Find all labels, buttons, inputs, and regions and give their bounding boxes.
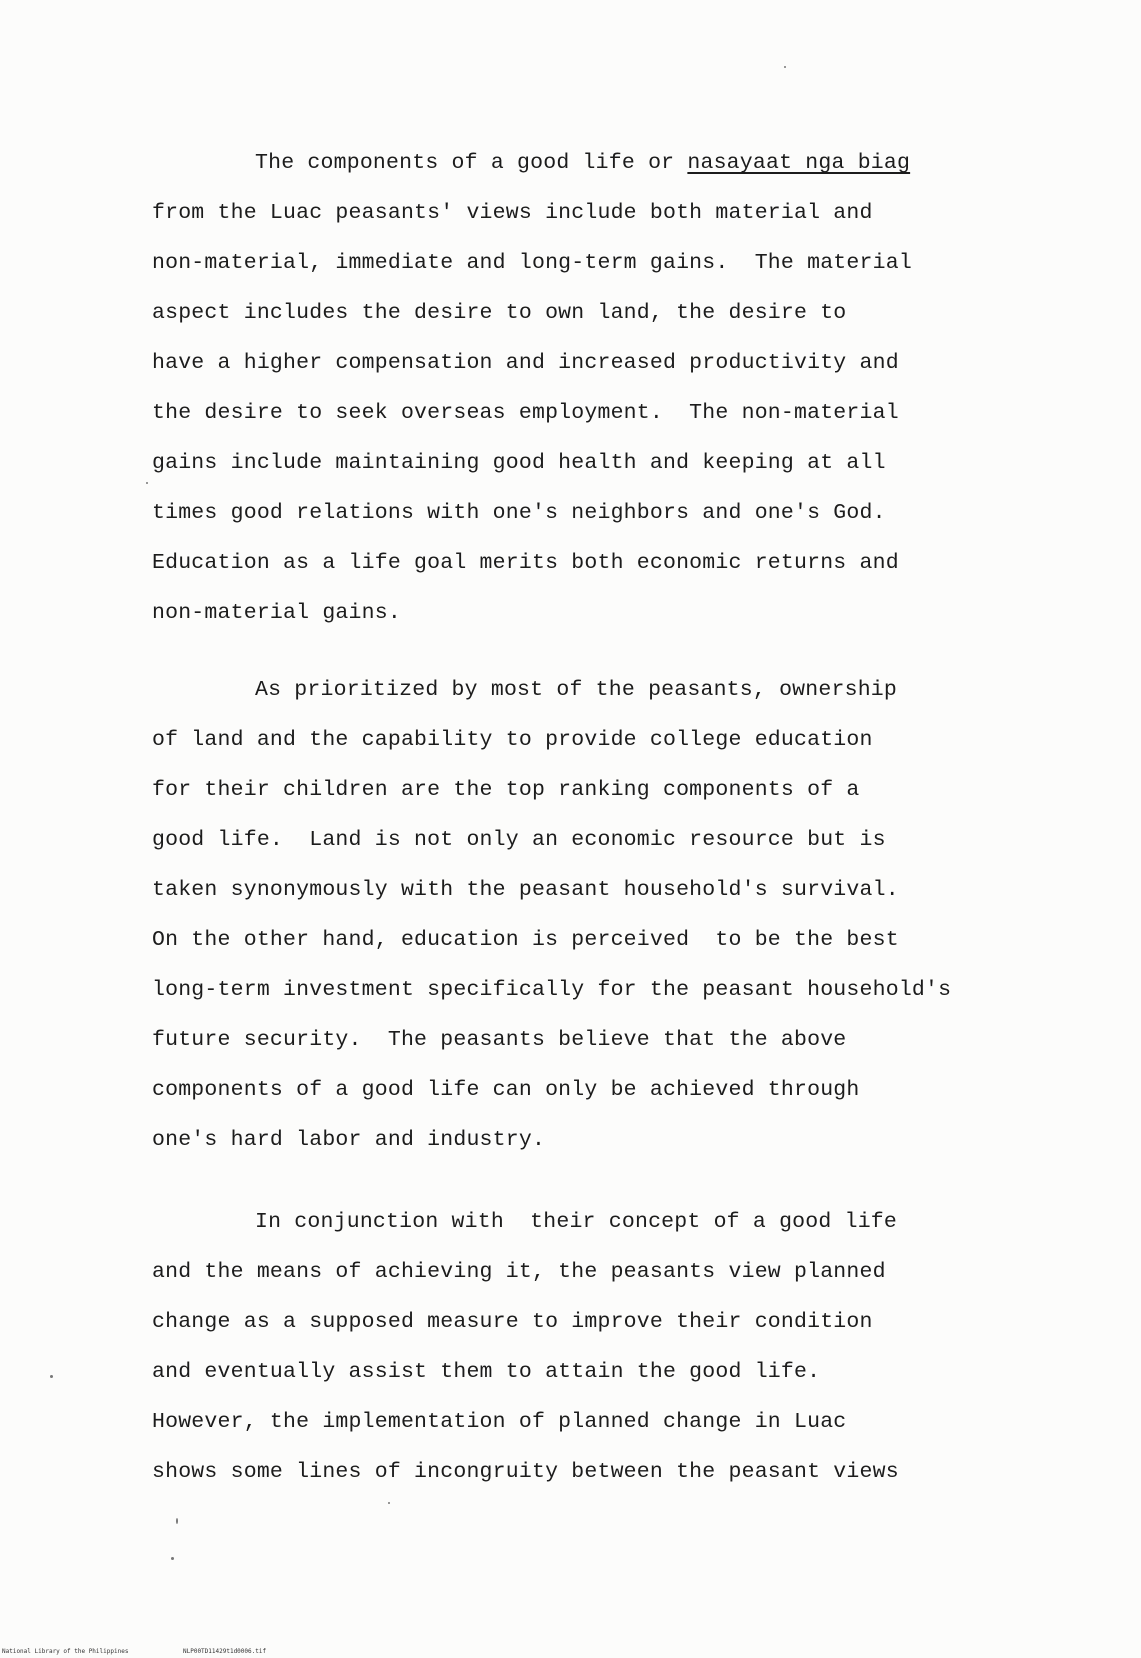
text-line: have a higher compensation and increased productivity and (152, 351, 899, 375)
text-line: components of a good life can only be achieved through (152, 1078, 860, 1102)
text-line: On the other hand, education is perceived to be the best (152, 928, 899, 952)
text-line: As prioritized by most of the peasants, ownership (255, 678, 898, 702)
scan-speck (388, 1502, 390, 1504)
paragraph-3 (152, 1197, 1072, 1497)
text-line: times good relations with one's neighbors and one's God. (152, 501, 886, 525)
footer-library-name: National Library of the Philippines (2, 1648, 129, 1655)
text-line: Education as a life goal merits both economic returns and (152, 551, 899, 575)
text-line-start: The components of a good life or (255, 151, 688, 175)
text-line: non-material, immediate and long-term gains. The material (152, 251, 912, 275)
text-line: the desire to seek overseas employment. The non-material (152, 401, 899, 425)
text-line: However, the implementation of planned change in Luac (152, 1410, 847, 1434)
text-line: for their children are the top ranking components of a (152, 778, 860, 802)
text-line: non-material gains. (152, 601, 401, 625)
scan-speck (784, 66, 786, 68)
text-line: one's hard labor and industry. (152, 1128, 546, 1152)
text-line: and eventually assist them to attain the good life. (152, 1360, 821, 1384)
text-line: and the means of achieving it, the peasants view planned (152, 1260, 886, 1284)
footer-file-name: NLP00TD11429t1d0006.tif (183, 1648, 267, 1655)
scan-speck (50, 1375, 53, 1378)
text-line: taken synonymously with the peasant household's survival. (152, 878, 899, 902)
scan-speck (171, 1557, 174, 1560)
text-line: gains include maintaining good health and keeping at all (152, 451, 886, 475)
text-line: good life. Land is not only an economic resource but is (152, 828, 886, 852)
text-line (152, 138, 1072, 188)
paragraph-2 (152, 665, 1072, 1165)
scan-speck (146, 482, 148, 484)
text-line: future security. The peasants believe that the above (152, 1028, 847, 1052)
text-line: In conjunction with their concept of a good life (255, 1210, 898, 1234)
scan-speck (176, 1518, 178, 1524)
text-line: aspect includes the desire to own land, the desire to (152, 301, 847, 325)
text-line: from the Luac peasants' views include both material and (152, 201, 873, 225)
underlined-term: nasayaat nga biag (687, 151, 911, 175)
text-line: shows some lines of incongruity between the peasant views (152, 1460, 899, 1484)
text-line: of land and the capability to provide college education (152, 728, 873, 752)
paragraph-1 (152, 138, 1072, 638)
text-line: long-term investment specifically for the peasant household's (152, 978, 952, 1002)
text-line: change as a supposed measure to improve their condition (152, 1310, 873, 1334)
scan-footer (0, 1646, 1141, 1658)
